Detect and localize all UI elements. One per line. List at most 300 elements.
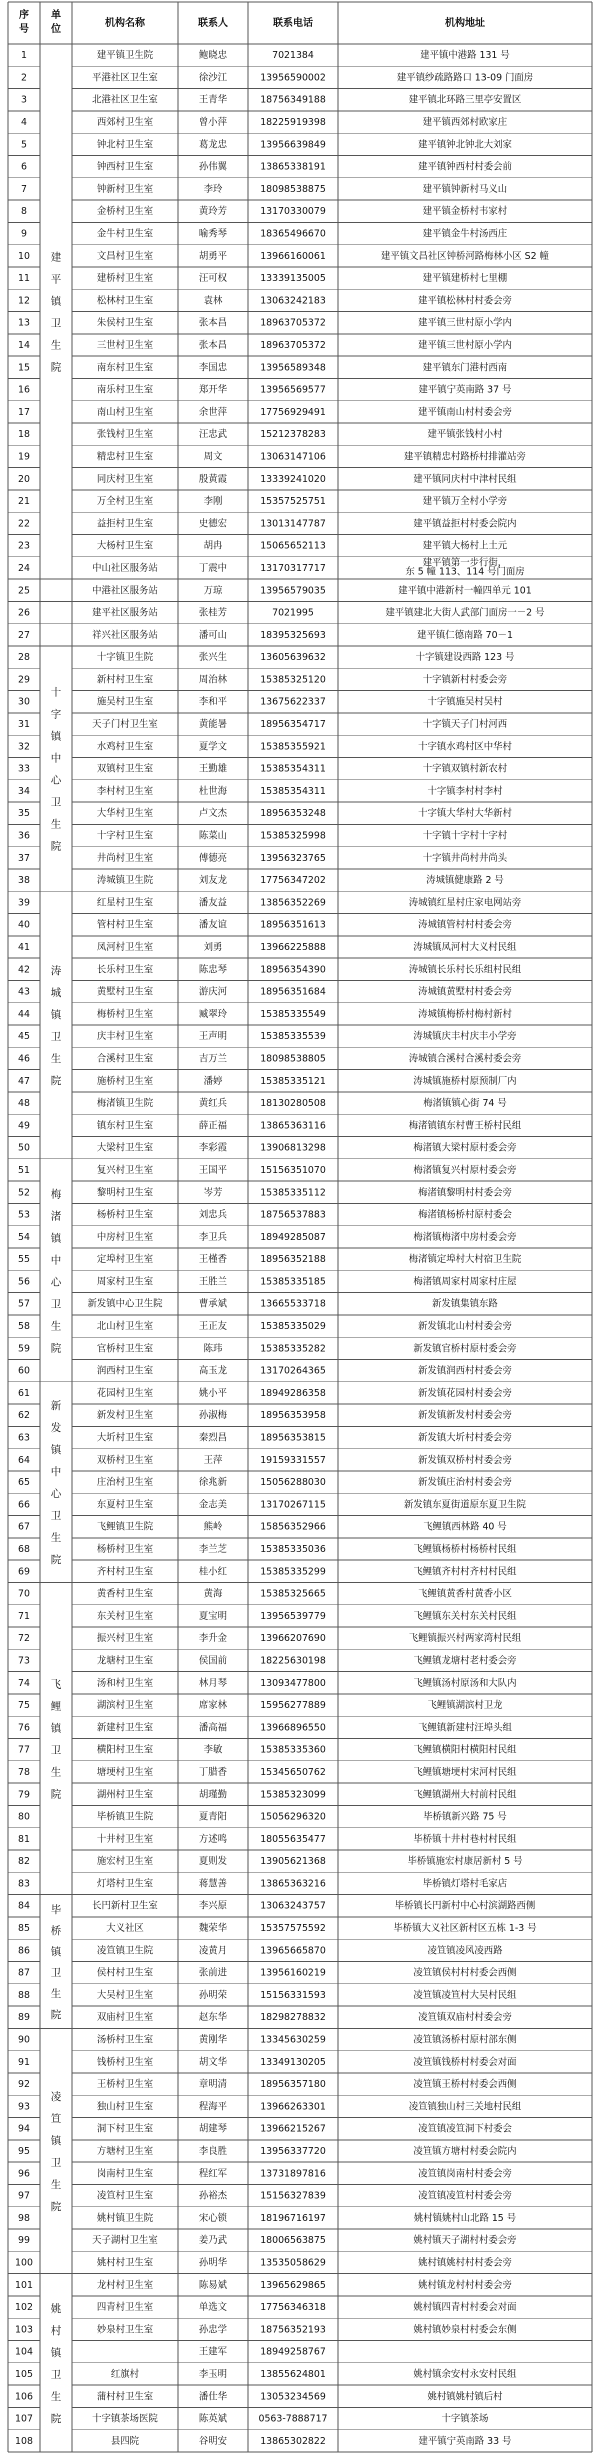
institution-name: 南山村卫生室: [96, 406, 154, 418]
contact-phone: 18756352193: [260, 2324, 326, 2336]
institution-name: 长円新村卫生室: [92, 1900, 158, 1912]
contact-phone: 15385335282: [260, 1343, 326, 1355]
contact-phone: 18956354717: [260, 719, 326, 731]
row-number: 55: [18, 1254, 30, 1266]
contact-person: 黄红兵: [198, 1098, 228, 1110]
institution-name: 中港社区服务站: [92, 585, 158, 597]
contact-phone: 13345630259: [260, 2034, 326, 2046]
institution-address: 新发镇东夏街道原东夏卫生院: [404, 1499, 526, 1511]
row-number: 47: [18, 1075, 30, 1087]
contact-phone: 18963705372: [260, 340, 326, 351]
institution-name: 同庆村卫生室: [96, 473, 154, 485]
institution-address: 十字镇井尚村井尚头: [422, 852, 508, 864]
contact-phone: 15385325665: [260, 1588, 326, 1600]
contact-phone: 13905621368: [260, 1856, 326, 1868]
unit-label: 建平镇卫生院: [50, 251, 62, 374]
institution-name: 飞鲤镇卫生院: [96, 1521, 154, 1533]
contact-phone: 15212378283: [260, 429, 326, 441]
contact-person: 吉万兰: [198, 1053, 228, 1065]
contact-person: 丁震中: [198, 562, 228, 574]
contact-phone: 13339135005: [260, 273, 326, 285]
contact-phone: 13665533718: [260, 1298, 326, 1310]
institution-address: 毕桥镇施宏村康居新村 5 号: [407, 1856, 523, 1868]
contact-phone: 18225919398: [260, 117, 326, 129]
row-number: 38: [18, 875, 30, 887]
contact-person: 薛正福: [198, 1120, 228, 1132]
institution-address: 姚村镇妙泉村村委会东侧: [413, 2324, 517, 2336]
row-number: 98: [18, 2212, 30, 2224]
row-number: 31: [18, 719, 30, 731]
row-number: 104: [15, 2346, 33, 2358]
row-number: 18: [18, 429, 30, 441]
row-number: 33: [18, 763, 30, 775]
contact-person: 胡建琴: [198, 2123, 228, 2135]
institution-address: 梅渚镇镇东村曹王桥村民组: [408, 1120, 522, 1132]
row-number: 26: [18, 607, 30, 619]
institution-name: 水鸡村卫生室: [96, 741, 154, 753]
contact-phone: 13865302822: [260, 2435, 326, 2447]
institution-name: 钟新村卫生室: [96, 183, 154, 195]
row-number: 97: [18, 2190, 30, 2202]
institution-address: 飞鲤镇新建村汪埠头组: [418, 1722, 512, 1734]
institution-address: 建平镇金牛村汤西庄: [422, 228, 508, 240]
institution-address: 十字镇新村村委会旁: [422, 674, 508, 686]
contact-person: 李玉明: [198, 2368, 228, 2380]
institution-address: 姚村镇余安村永安村民组: [413, 2368, 517, 2380]
contact-phone: 15856352966: [260, 1521, 326, 1533]
contact-phone: 15385335360: [260, 1744, 326, 1756]
contact-phone: 18956353958: [260, 1410, 326, 1422]
row-number: 72: [18, 1633, 30, 1645]
contact-phone: 15385325120: [260, 674, 326, 686]
row-number: 78: [18, 1766, 30, 1778]
institution-name: 独山村卫生室: [96, 2101, 154, 2113]
institution-address: 建平镇三世村原小学内: [418, 340, 512, 351]
institution-address: 飞鲤镇塘埂村宋河村民组: [413, 1766, 517, 1778]
contact-phone: 15357525751: [260, 496, 326, 508]
institution-name: 施吴村卫生室: [96, 696, 154, 708]
contact-person: 刘忠兵: [198, 1209, 228, 1221]
contact-person: 孙明华: [198, 2257, 228, 2269]
contact-phone: 18956354390: [260, 964, 326, 976]
contact-person: 潘仕华: [198, 2391, 228, 2403]
contact-phone: 15956277889: [260, 1700, 326, 1712]
contact-phone: 17756347202: [260, 875, 326, 887]
contact-phone: 15056288030: [260, 1477, 326, 1489]
institution-address: 姚村镇四青村村委会对面: [413, 2302, 517, 2314]
contact-phone: 13856352269: [260, 897, 326, 909]
row-number: 100: [15, 2257, 33, 2269]
contact-phone: 13966160061: [260, 250, 326, 262]
institution-address: 十字镇水鸡村区中华村: [418, 741, 512, 753]
institution-address: 飞鲤镇西林路 40 号: [423, 1521, 507, 1533]
header-cell: 联系电话: [273, 18, 313, 29]
contact-phone: 18756537883: [260, 1209, 326, 1221]
institution-name: 十字镇卫生院: [96, 652, 154, 664]
contact-person: 杜世海: [198, 785, 228, 797]
contact-phone: 13170330079: [260, 206, 326, 218]
institution-address: 凌笪镇方塘村村委会院内: [413, 2146, 517, 2157]
row-number: 34: [18, 785, 30, 797]
contact-person: 胡冉: [203, 540, 223, 552]
contact-person: 张兴生: [198, 652, 228, 664]
contact-person: 曾小萍: [198, 117, 228, 129]
contact-person: 陈菜山: [198, 830, 228, 842]
row-number: 62: [18, 1410, 30, 1422]
contact-person: 王青华: [198, 94, 228, 106]
contact-phone: 13675622337: [260, 696, 326, 708]
institution-address: 凌笪镇凌笪村大吴村民组: [413, 1989, 517, 2001]
institution-address: 建平镇金桥村韦家村: [422, 206, 508, 218]
institution-name: 龙村村卫生室: [96, 2279, 154, 2291]
contact-person: 秦烈昌: [198, 1432, 228, 1444]
contact-phone: 17756346318: [260, 2302, 326, 2314]
institution-address: 十字镇李村村李村: [427, 785, 503, 797]
row-number: 86: [18, 1945, 30, 1957]
row-number: 73: [18, 1655, 30, 1667]
institution-name: 施宏村卫生室: [96, 1856, 154, 1868]
contact-person: 桂小红: [198, 1566, 228, 1578]
row-number: 92: [18, 2079, 30, 2091]
institution-name: 双桥村卫生室: [96, 1454, 154, 1466]
contact-phone: 13170264365: [260, 1365, 326, 1377]
contact-person: 汪忠武: [198, 429, 228, 441]
row-number: 93: [18, 2101, 30, 2113]
row-number: 2: [21, 72, 27, 84]
contact-person: 夏则发: [198, 1856, 228, 1868]
institution-name: 建桥村卫生室: [96, 273, 154, 285]
contact-phone: 18956351684: [260, 986, 326, 998]
institution-name: 益拒村卫生室: [96, 518, 154, 530]
institution-name: 西郊村卫生室: [96, 117, 154, 129]
contact-person: 黄海: [203, 1588, 223, 1600]
contact-phone: 13731897816: [260, 2168, 326, 2180]
institution-name: 大华村卫生室: [96, 808, 154, 820]
institution-name: 中山社区服务站: [92, 562, 158, 574]
unit-column: [51, 251, 63, 2425]
contact-phone: 13063242183: [260, 295, 326, 307]
institution-address: 新发镇官桥村原村委会旁: [413, 1343, 517, 1355]
contact-phone: 13956590002: [260, 72, 326, 84]
institution-name: 钟北村卫生室: [96, 139, 154, 151]
contact-person: 熊岭: [203, 1521, 223, 1533]
institution-address: 建平镇精忠村路桥村排灌站旁: [404, 451, 526, 463]
institution-name: 庄治村卫生室: [96, 1477, 154, 1489]
institution-name: 红星村卫生室: [96, 897, 154, 909]
institution-address: 建平镇中港路 131 号: [420, 50, 510, 62]
contact-person: 万琼: [203, 585, 223, 597]
contact-person: 游庆河: [198, 986, 228, 998]
institution-name: 凤河村卫生室: [96, 942, 154, 953]
contact-person: 王槿香: [198, 1254, 228, 1266]
row-number: 40: [18, 919, 30, 931]
institution-name: 毕桥镇卫生院: [96, 1811, 154, 1823]
institution-name: 姚村村卫生室: [96, 2257, 154, 2269]
institution-name: 润西村卫生室: [96, 1365, 154, 1377]
contact-phone: 18949285087: [260, 1231, 326, 1243]
contact-phone: 18365496670: [260, 228, 326, 240]
header-cell: 机构名称: [105, 18, 145, 29]
contact-phone: 13956160219: [260, 1967, 326, 1979]
institution-name: 复兴村卫生室: [96, 1164, 154, 1176]
institution-address: 十字镇双镇村新农村: [422, 763, 508, 775]
institution-address: 建平镇益拒村村委会院内: [413, 518, 517, 530]
institution-address: 新发镇集镇东路: [432, 1298, 498, 1310]
contact-phone: 13865363116: [260, 1120, 326, 1132]
contact-phone: 7021995: [272, 607, 314, 619]
header-cell: 联系人: [198, 18, 228, 29]
institution-name: 方塘村卫生室: [96, 2146, 154, 2157]
contact-person: 徐兆新: [198, 1477, 228, 1489]
institution-address: 建平镇松林村村委会旁: [418, 295, 512, 307]
row-number: 29: [18, 674, 30, 686]
contact-phone: 18225630198: [260, 1655, 326, 1667]
contact-phone: 13966896550: [260, 1722, 326, 1734]
institution-address: 涛城镇合溪村合溪村委会旁: [408, 1053, 522, 1065]
institution-address: 十字镇大华村大华新村: [418, 808, 512, 820]
contact-phone: 18298278832: [260, 2012, 326, 2024]
institution-name: 三世村卫生室: [96, 340, 154, 351]
row-number: 102: [15, 2302, 33, 2314]
contact-person: 张本昌: [198, 317, 228, 329]
institution-address: 建平镇宁英南路 37 号: [418, 384, 512, 396]
institution-name: 松林村卫生室: [96, 295, 154, 307]
contact-phone: 15385323099: [260, 1789, 326, 1801]
contact-person: 姚小平: [198, 1387, 228, 1399]
row-number: 45: [18, 1031, 30, 1043]
row-number: 17: [18, 406, 30, 418]
institution-address: 梅渚镇周家村周家村庄屋: [413, 1276, 517, 1288]
institution-name: 汤和村卫生室: [96, 1677, 154, 1689]
institution-name: 平港社区卫生室: [92, 72, 158, 84]
contact-person: 王胜兰: [198, 1276, 228, 1288]
contact-phone: 13093477800: [260, 1677, 326, 1689]
contact-person: 席家林: [198, 1700, 228, 1712]
institution-name: 花园村卫生室: [96, 1387, 154, 1399]
institution-name: 杨桥村卫生室: [96, 1209, 154, 1221]
contact-phone: 18956351613: [260, 919, 326, 931]
institution-address: 建平镇第一步行街，东 5 幢 113、114 号门面房: [405, 557, 525, 578]
contact-person: 李彩霞: [198, 1142, 228, 1154]
row-number: 21: [18, 496, 30, 508]
contact-phone: 13855624801: [260, 2368, 326, 2380]
contact-person: 孙淑梅: [198, 1410, 228, 1422]
institution-name: 妙泉村卫生室: [96, 2324, 154, 2336]
contact-phone: 13865338191: [260, 161, 326, 173]
contact-person: 黄玲芳: [198, 206, 228, 218]
contact-phone: 18963705372: [260, 317, 326, 329]
row-number: 88: [18, 1989, 30, 2001]
institution-name: 蒲村村卫生室: [96, 2391, 154, 2403]
row-number: 15: [18, 362, 30, 374]
institution-address: 飞鲤镇龙塘村老村委会旁: [413, 1655, 517, 1667]
row-number: 71: [18, 1610, 30, 1622]
institution-address: 姚村镇天子湖村村委会旁: [413, 2235, 517, 2247]
institution-name: 振兴村卫生室: [96, 1633, 154, 1645]
institution-address: 涛城镇黄墅村村委会旁: [418, 986, 512, 998]
row-number: 87: [18, 1967, 30, 1979]
institution-address: 建平镇钟新村马义山: [422, 183, 508, 195]
unit-label: 飞鲤镇卫生院: [50, 1678, 62, 1801]
institution-address: 飞鲤镇湖州大村前村民组: [413, 1789, 517, 1801]
row-number: 11: [18, 273, 30, 285]
contact-person: 岑芳: [203, 1187, 223, 1199]
row-number: 84: [18, 1900, 30, 1912]
row-number: 30: [18, 696, 30, 708]
row-number: 91: [18, 2056, 30, 2068]
row-number: 3: [21, 94, 27, 106]
contact-phone: 15385354311: [260, 785, 326, 797]
row-number: 32: [18, 741, 30, 753]
header-cell: 单位: [51, 10, 61, 35]
institution-address: 建平镇中港新村一幢四单元 101: [398, 585, 532, 597]
institution-name: 北山村卫生室: [96, 1321, 154, 1333]
institution-name: 横阳村卫生室: [96, 1744, 154, 1756]
institution-address: 飞鲤镇杨桥村杨桥村民组: [413, 1544, 517, 1555]
institution-name: 大杨村卫生室: [96, 540, 154, 552]
institution-address: 十字镇茶场: [441, 2413, 489, 2425]
contact-person: 卢文杰: [198, 808, 228, 820]
contact-phone: 15385355921: [260, 741, 326, 753]
institution-address: 新发镇润西村村委会旁: [418, 1365, 512, 1377]
row-number: 54: [18, 1231, 30, 1243]
institution-name: 周家村卫生室: [96, 1276, 154, 1288]
institution-name: 凌笪镇卫生院: [96, 1945, 154, 1957]
contact-person: 余世萍: [198, 406, 228, 418]
institution-name: 新建村卫生室: [96, 1722, 154, 1734]
institution-address: 十字镇建设西路 123 号: [415, 652, 515, 664]
institution-name: 黄香村卫生室: [96, 1588, 154, 1600]
contact-phone: 13605639632: [260, 652, 326, 664]
institution-address: 新发镇庄治村村委会旁: [418, 1477, 512, 1489]
contact-person: 李刚: [203, 496, 223, 508]
contact-person: 陈玮: [203, 1343, 223, 1355]
contact-phone: 13170317717: [260, 562, 326, 574]
institution-address: 梅渚镇镇心街 74 号: [423, 1098, 507, 1110]
institution-address: 梅渚镇黎明村村委会旁: [418, 1187, 512, 1199]
contact-phone: 13063147106: [260, 451, 326, 463]
row-number: 64: [18, 1454, 30, 1466]
contact-phone: 13966215267: [260, 2123, 326, 2135]
contact-person: 傅德亮: [198, 852, 228, 864]
row-number: 90: [18, 2034, 30, 2046]
contact-person: 单选文: [198, 2302, 228, 2314]
contact-phone: 13349130205: [260, 2056, 326, 2068]
institution-address: 姚村镇姚村山北路 15 号: [413, 2212, 517, 2224]
row-number: 23: [18, 540, 30, 552]
unit-label: 毕桥镇卫生院: [50, 1904, 62, 2021]
row-number: 89: [18, 2012, 30, 2024]
contact-phone: 13956337720: [260, 2146, 326, 2157]
institution-address: 建平镇仁德南路 70－1: [417, 629, 513, 641]
row-number: 94: [18, 2123, 30, 2135]
contact-phone: 15385354311: [260, 763, 326, 775]
contact-phone: 13956589348: [260, 362, 326, 374]
institution-address: 飞鲤镇湖滨村卫龙: [427, 1700, 503, 1712]
contact-phone: 18006563875: [260, 2235, 326, 2247]
institution-name: 汤桥村卫生室: [96, 2034, 154, 2046]
contact-phone: 15056296320: [260, 1811, 326, 1823]
row-number: 85: [18, 1923, 30, 1935]
row-number: 103: [15, 2324, 33, 2336]
institution-name: 湖滨村卫生室: [96, 1700, 154, 1712]
contact-phone: 18196716197: [260, 2212, 326, 2224]
unit-label: 新发镇中心卫生院: [50, 1400, 62, 1567]
row-number: 9: [21, 228, 27, 240]
contact-person: 夏宝明: [198, 1610, 228, 1622]
row-number: 107: [15, 2413, 33, 2425]
institution-name: 李村村卫生室: [96, 785, 154, 797]
institution-name: 中房村卫生室: [96, 1231, 154, 1243]
row-number: 83: [18, 1878, 30, 1890]
contact-person: 曹承斌: [198, 1298, 228, 1310]
institution-name: 大圻村卫生室: [96, 1432, 154, 1444]
institution-name: 官桥村卫生室: [96, 1343, 154, 1355]
institution-name: 大吴村卫生室: [96, 1989, 154, 2001]
row-number: 108: [15, 2435, 33, 2447]
contact-person: 胡勇平: [198, 250, 228, 262]
institution-name: 定埠村卫生室: [96, 1254, 154, 1266]
contact-person: 郑开华: [198, 384, 228, 396]
institution-name: 施桥村卫生室: [96, 1075, 154, 1087]
institution-name: 大梁村卫生室: [96, 1142, 154, 1154]
institution-name: 梅渚镇卫生院: [96, 1098, 154, 1110]
institution-name: 涛城镇卫生院: [96, 875, 154, 887]
institution-name: 南东村卫生室: [96, 362, 154, 374]
row-number: 8: [21, 206, 27, 218]
row-number: 6: [21, 161, 27, 173]
institution-name: 东关村卫生室: [96, 1610, 154, 1622]
institution-name: 十字村卫生室: [96, 830, 154, 842]
contact-phone: 13956323765: [260, 852, 326, 864]
header-cell: 序号: [19, 10, 29, 35]
institution-address: 建平镇建桥村七里棚: [422, 273, 508, 285]
contact-person: 潘婷: [203, 1075, 223, 1087]
row-number: 66: [18, 1499, 30, 1511]
row-number: 20: [18, 473, 30, 485]
institution-address: 建平镇钟西村村委会前: [418, 161, 512, 173]
contact-phone: 15156331593: [260, 1989, 326, 2001]
institution-name: 北港社区卫生室: [92, 94, 158, 106]
contact-person: 潘高福: [198, 1722, 228, 1734]
institution-address: 姚村镇龙村村村委会旁: [418, 2279, 512, 2291]
contact-person: 王勤雄: [198, 763, 228, 775]
institution-name: 管村村卫生室: [96, 919, 154, 931]
institution-address: 毕桥镇十井村巷村村民组: [413, 1833, 517, 1845]
institution-address: 凌笪镇凌笪洞下村委会: [418, 2123, 512, 2135]
contact-person: 夏学文: [198, 741, 228, 753]
contact-phone: 13965629865: [260, 2279, 326, 2291]
contact-phone: 18756349188: [260, 94, 326, 106]
contact-person: 李玲: [203, 183, 223, 195]
institution-name: 金牛村卫生室: [96, 228, 154, 240]
row-number: 28: [18, 652, 30, 664]
institution-name: 黄墅村卫生室: [96, 986, 154, 998]
contact-phone: 15385335539: [260, 1031, 326, 1043]
row-number: 24: [18, 562, 30, 574]
contact-phone: 17756929491: [260, 406, 326, 418]
contact-person: 张前进: [198, 1967, 228, 1979]
contact-phone: 13906813298: [260, 1142, 326, 1154]
contact-phone: 15385335029: [260, 1321, 326, 1333]
contact-phone: 18956353248: [260, 808, 326, 820]
institution-name: 张钱村卫生室: [96, 429, 154, 441]
contact-person: 李和平: [198, 696, 228, 708]
contact-person: 李敏: [203, 1744, 223, 1756]
contact-person: 臧翠玲: [198, 1008, 228, 1020]
contact-person: 林月琴: [198, 1677, 228, 1689]
contact-person: 鲍晓忠: [198, 50, 228, 62]
